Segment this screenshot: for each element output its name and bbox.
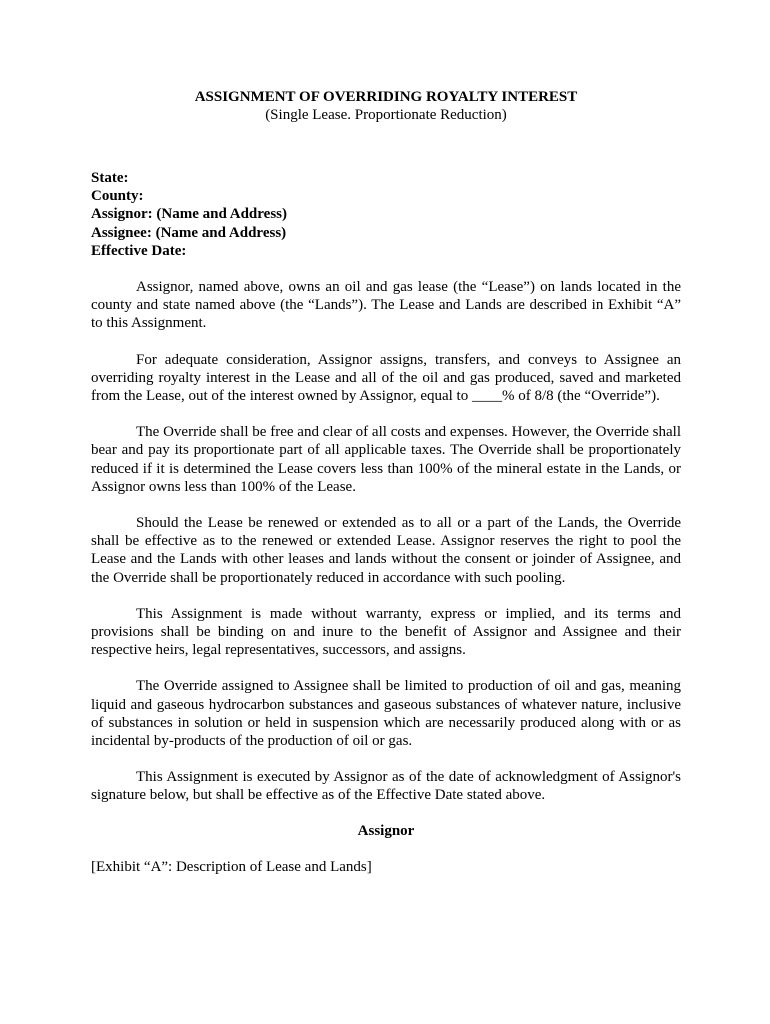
field-state: State: xyxy=(91,170,129,186)
paragraph-lease-ownership: Assignor, named above, owns an oil and gas lease (the “Lease”) on lands located in the county and state named above (the “Lands”). The Lease and Lands are described in Exhibit “A” to this Assignment. xyxy=(91,279,681,332)
paragraph-conveyance: For adequate consideration, Assignor assigns, transfers, and conveys to Assignee an overriding royalty interest in the Lease and all of the oil and gas produced, saved and marketed from the Lease, out of the interest owned by Assignor, equal to ____% of 8/8 (the “Override”). xyxy=(91,351,681,405)
field-county: County: xyxy=(91,188,144,205)
field-effective-date: Effective Date: xyxy=(91,242,187,259)
document-title: ASSIGNMENT OF OVERRIDING ROYALTY INTEREST xyxy=(194,89,578,105)
paragraph-production-limits: The Override assigned to Assignee shall be limited to production of oil and gas, meaning liquid and gaseous hydrocarbon substances and gaseous substances of whatever nature, inclusive of substances in solution or held in suspension which are necessarily produced along with or as incidental by-products of the production of oil or gas. xyxy=(91,678,681,750)
paragraph-warranty: This Assignment is made without warranty, express or implied, and its terms and provisions shall be binding on and inure to the benefit of Assignor and Assignee and their respective heirs, legal representatives, successors, and assigns. xyxy=(91,605,681,659)
exhibit-reference: [Exhibit “A”: Description of Lease and Lands] xyxy=(91,858,372,875)
field-assignor: Assignor: (Name and Address) xyxy=(91,206,287,223)
paragraph-execution: This Assignment is executed by Assignor as of the date of acknowledgment of Assignor's signature below, but shall be effective as of the Effective Date stated above. xyxy=(91,769,681,804)
signature-label: Assignor xyxy=(357,822,415,839)
header-fields xyxy=(91,169,681,260)
paragraph-renewal-pooling: Should the Lease be renewed or extended as to all or a part of the Lands, the Override shall be effective as to the renewed or extended Lease. Assignor reserves the right to pool the Lease and the Lands with other leases and lands without the consent or joinder of Assignee, and the Override shall be proportionately reduced in accordance with such pooling. xyxy=(91,515,681,586)
document-subtitle: (Single Lease. Proportionate Reduction) xyxy=(265,107,507,123)
paragraph-costs-taxes: The Override shall be free and clear of all costs and expenses. However, the Override shall bear and pay its proportionate part of all applicable taxes. The Override shall be proportionately reduced if it is determined the Lease covers less than 100% of the mineral estate in the Lands, or Assignor owns less than 100% of the Lease. xyxy=(91,424,681,495)
document-page xyxy=(91,88,681,876)
field-assignee: Assignee: (Name and Address) xyxy=(91,224,287,241)
